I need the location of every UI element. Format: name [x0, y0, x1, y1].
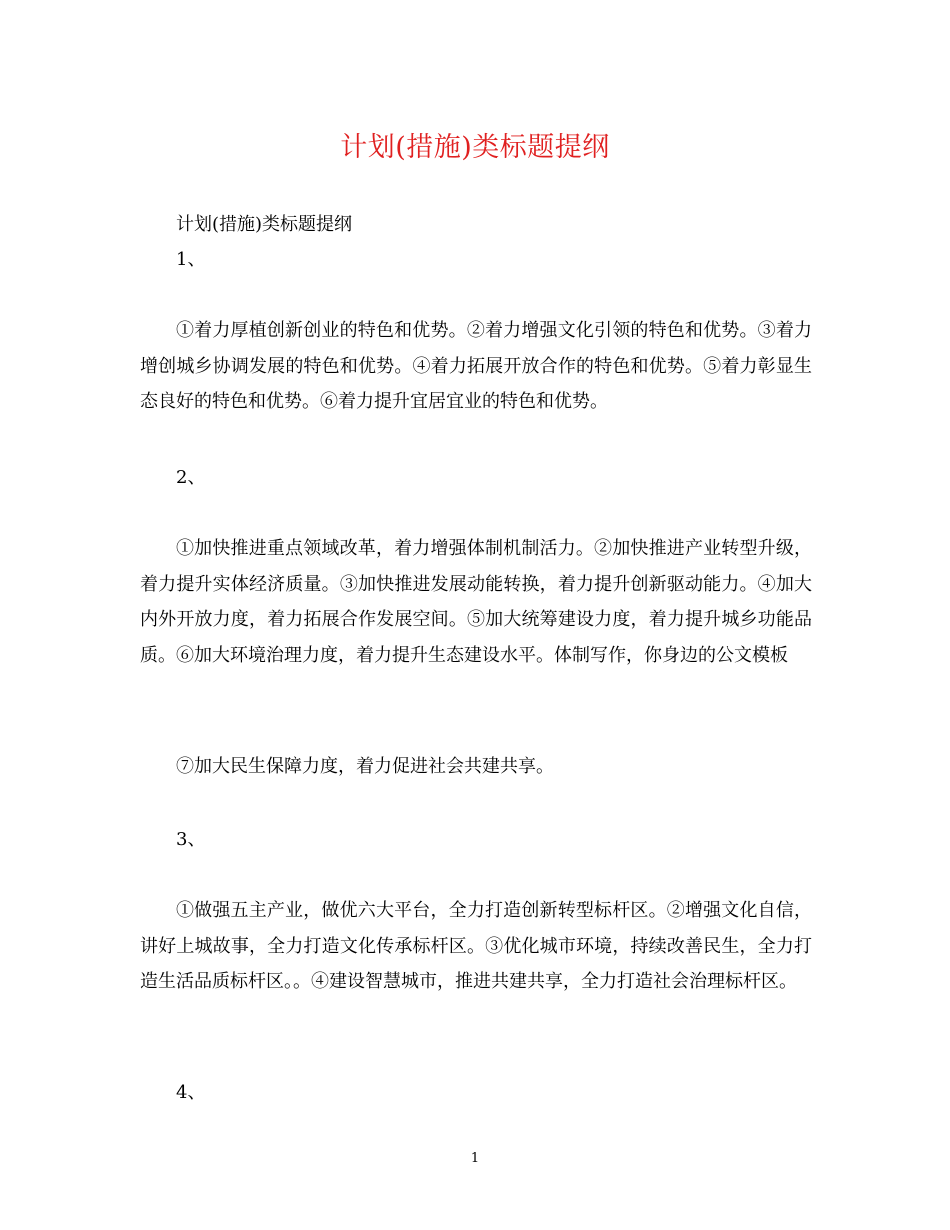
section-1-number: 1、 [176, 249, 206, 270]
document-subtitle: 计划(措施)类标题提纲 [176, 214, 353, 235]
page-number: 1 [470, 1151, 480, 1166]
document-title: 计划(措施)类标题提纲 [340, 132, 610, 163]
section-2-paragraph-1: ①加快推进重点领域改革，着力增强体制机制活力。②加快推进产业转型升级，着力提升实体经济质量。③加快推进发展动能转换，着力提升创新驱动能力。④加大内外开放力度，着力拓展合作发展空间。⑤加大统筹建设力度，着力提升城乡功能品质。⑥加大环境治理力度，着力提升生态建设水平。体制写作，你身边的公文模板 [140, 538, 812, 666]
section-3-paragraph-1: ①做强五主产业，做优六大平台，全力打造创新转型标杆区。②增强文化自信，讲好上城故事，全力打造文化传承标杆区。③优化城市环境，持续改善民生，全力打造生活品质标杆区。。④建设智慧城市，推进共建共享，全力打造社会治理标杆区。 [140, 900, 812, 992]
section-3-number: 3、 [176, 829, 206, 850]
section-2-number: 2、 [176, 467, 206, 488]
section-4-number: 4、 [176, 1082, 206, 1103]
section-2-paragraph-2: ⑦加大民生保障力度，着力促进社会共建共享。 [176, 756, 554, 777]
section-1-paragraph-1: ①着力厚植创新创业的特色和优势。②着力增强文化引领的特色和优势。③着力增创城乡协调发展的特色和优势。④着力拓展开放合作的特色和优势。⑤着力彰显生态良好的特色和优势。⑥着力提升宜居宜业的特色和优势。 [140, 320, 812, 412]
